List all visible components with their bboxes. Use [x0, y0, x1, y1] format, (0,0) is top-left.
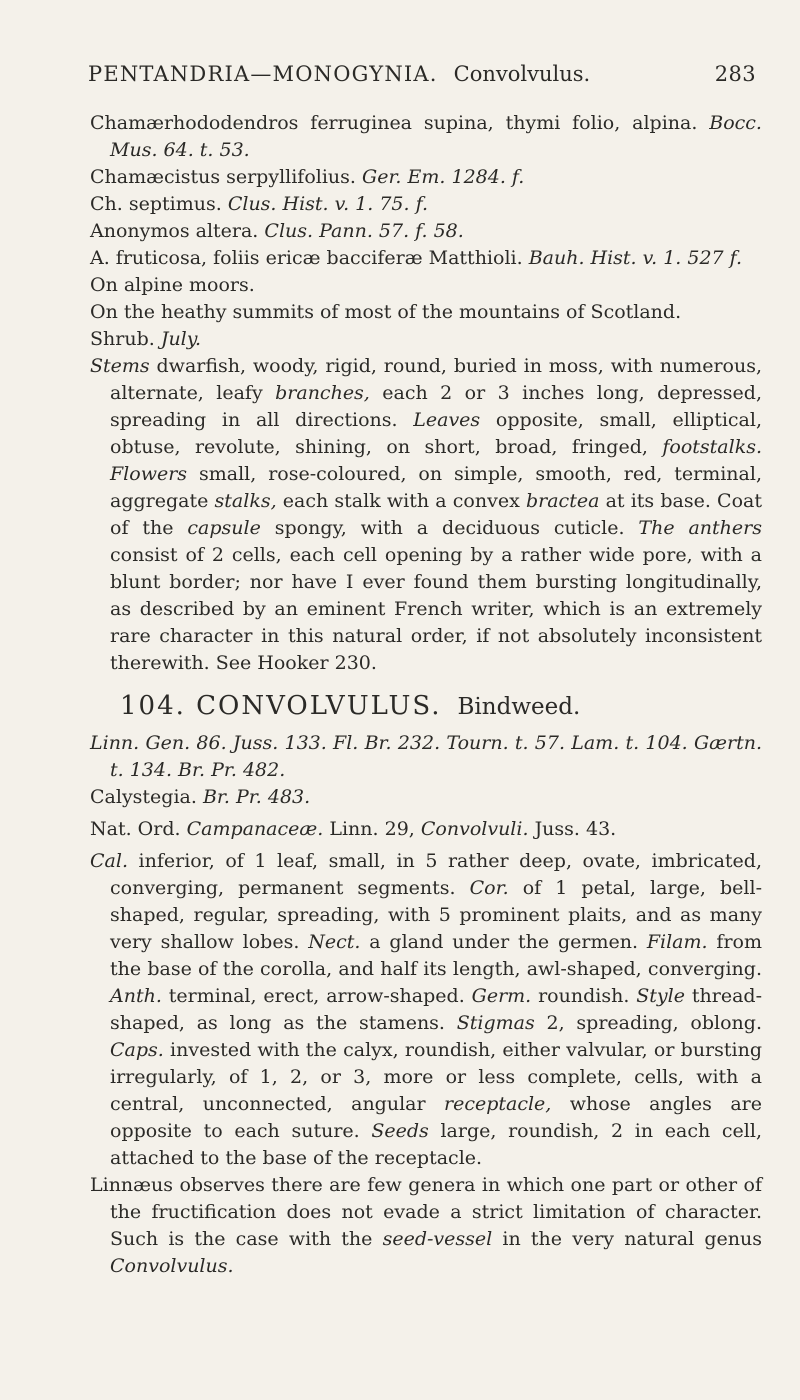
synonym-entry: Chamærhododendros ferruginea supina, thymi folio, alpina. Bocc. Mus. 64. t. 53. — [90, 112, 762, 161]
locality-line: On the heathy summits of most of the mountains of Scotland. — [90, 301, 682, 323]
duration-line: Shrub. July. — [90, 328, 202, 350]
genus-references: Linn. Gen. 86. Juss. 133. Fl. Br. 232. Tourn. t. 57. Lam. t. 104. Gærtn. t. 134. Br. Pr. 482. — [90, 732, 762, 781]
natural-order: Nat. Ord. Campanaceæ. Linn. 29, Convolvuli. Juss. 43. — [90, 818, 617, 840]
synonym-entry: Chamæcistus serpyllifolius. Ger. Em. 1284. f. — [90, 166, 525, 188]
page-number: 283 — [714, 62, 756, 86]
species-description: Stems dwarfish, woody, rigid, round, buried in moss, with numerous, alternate, leafy branches, each 2 or 3 inches long, depressed, spreading in all directions. Leaves opposite, small, elliptical, obtuse, revolute, shining, on short, broad, fringed, footstalks. Flowers small, rose-coloured, on simple, smooth, red, terminal, aggregate stalks, each stalk with a convex bractea at its base. Coat of the capsule spongy, with a deciduous cuticle. The anthers consist of 2 cells, each cell opening by a rather wide pore, with a blunt border; nor have I ever found them bursting longitudinally, as described by an eminent French writer, which is an extremely rare character in this natural order, if not absolutely inconsistent therewith. See Hooker 230. — [90, 355, 762, 674]
synonym-entry: Ch. septimus. Clus. Hist. v. 1. 75. f. — [90, 193, 428, 215]
genus-heading: 104. CONVOLVULUS. Bindweed. — [120, 691, 581, 721]
genus-synonym: Calystegia. Br. Pr. 483. — [90, 786, 311, 808]
remark-paragraph: Linnæus observes there are few genera in which one part or other of the fructification does not evade a strict limitation of character. Such is the case with the seed-vessel in the very natural genus Convolvulus. — [90, 1174, 762, 1277]
generic-character: Cal. inferior, of 1 leaf, small, in 5 rather deep, ovate, imbricated, converging, permanent segments. Cor. of 1 petal, large, bell-shaped, regular, spreading, with 5 prominent plaits, and as many very shallow lobes. Nect. a gland under the germen. Filam. from the base of the corolla, and half its length, awl-shaped, converging. Anth. terminal, erect, arrow-shaped. Germ. roundish. Style thread-shaped, as long as the stamens. Stigmas 2, spreading, oblong. Caps. invested with the calyx, roundish, either valvular, or bursting irregularly, of 1, 2, or 3, more or less complete, cells, with a central, unconnected, angular receptacle, whose angles are opposite to each suture. Seeds large, roundish, 2 in each cell, attached to the base of the receptacle. — [90, 850, 762, 1169]
page-body — [90, 110, 762, 1280]
section-title: PENTANDRIA—MONOGYNIA. — [88, 62, 438, 86]
header-genus: Convolvulus. — [453, 62, 591, 86]
synonym-entry: A. fruticosa, foliis ericæ bacciferæ Matthioli. Bauh. Hist. v. 1. 527 f. — [90, 247, 743, 269]
habitat-line: On alpine moors. — [90, 274, 255, 296]
synonym-entry: Anonymos altera. Clus. Pann. 57. f. 58. — [90, 220, 464, 242]
running-header — [88, 62, 756, 86]
